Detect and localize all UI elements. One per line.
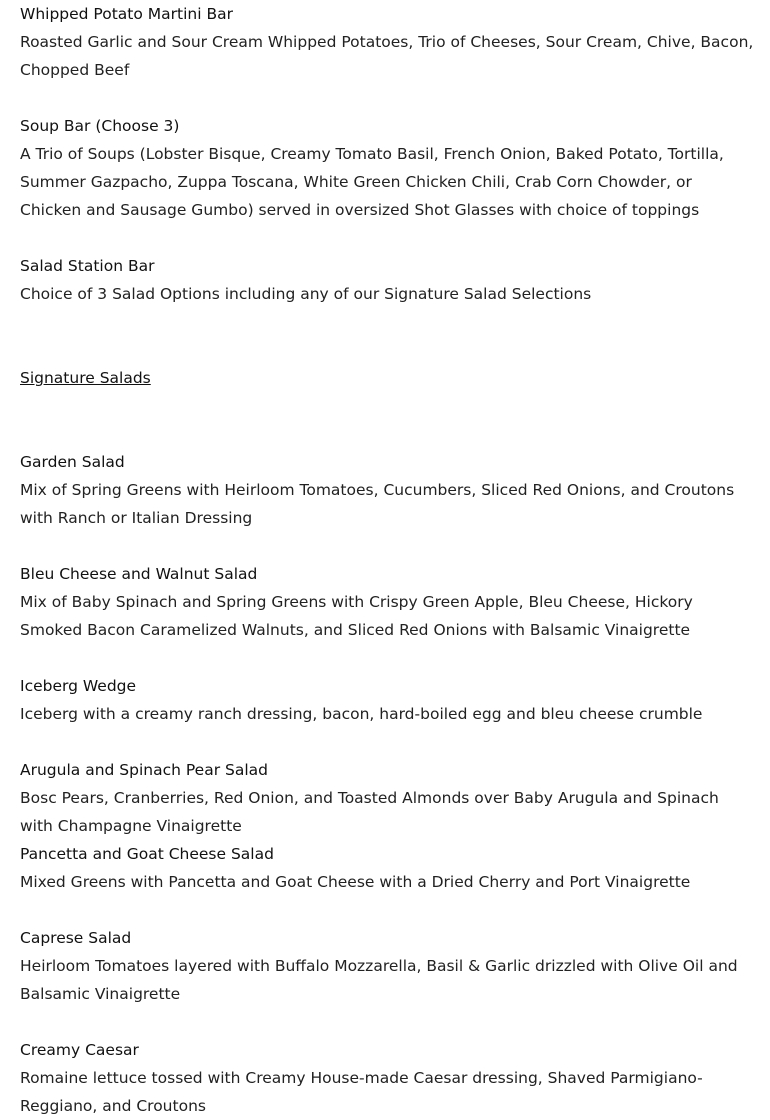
salad-creamy-caesar — [20, 1036, 755, 1120]
item-description: A Trio of Soups (Lobster Bisque, Creamy Tomato Basil, French Onion, Baked Potato, Tortilla, Summer Gazpacho, Zuppa Toscana, White Green Chicken Chili, Crab Corn Chowder, or Chicken and Sausage Gumbo) served in oversized Shot Glasses with choice of toppings — [20, 145, 724, 219]
salad-iceberg-wedge — [20, 672, 755, 728]
item-description: Choice of 3 Salad Options including any of our Signature Salad Selections — [20, 285, 592, 303]
salad-caprese — [20, 924, 755, 1008]
menu-document — [20, 0, 755, 1120]
menu-item-soup-bar — [20, 112, 755, 224]
item-description: Heirloom Tomatoes layered with Buffalo Mozzarella, Basil & Garlic drizzled with Olive Oil and Balsamic Vinaigrette — [20, 957, 738, 1003]
item-title: Creamy Caesar — [20, 1041, 139, 1059]
item-title: Arugula and Spinach Pear Salad — [20, 761, 268, 779]
item-title: Caprese Salad — [20, 929, 132, 947]
item-title: Soup Bar (Choose 3) — [20, 117, 180, 135]
salad-arugula-spinach-pear — [20, 756, 755, 840]
item-title: Garden Salad — [20, 453, 125, 471]
menu-item-salad-station — [20, 252, 755, 308]
item-description: Mixed Greens with Pancetta and Goat Cheese with a Dried Cherry and Port Vinaigrette — [20, 873, 691, 891]
salad-bleu-cheese-walnut — [20, 560, 755, 644]
item-description: Iceberg with a creamy ranch dressing, bacon, hard-boiled egg and bleu cheese crumble — [20, 705, 703, 723]
item-title: Bleu Cheese and Walnut Salad — [20, 565, 258, 583]
item-title: Pancetta and Goat Cheese Salad — [20, 845, 274, 863]
item-title: Whipped Potato Martini Bar — [20, 5, 233, 23]
item-title: Iceberg Wedge — [20, 677, 137, 695]
salad-garden — [20, 448, 755, 532]
salad-pancetta-goat-cheese — [20, 840, 755, 896]
section-heading-signature-salads: Signature Salads — [20, 369, 151, 387]
item-description: Roasted Garlic and Sour Cream Whipped Potatoes, Trio of Cheeses, Sour Cream, Chive, Bacon, Chopped Beef — [20, 33, 754, 79]
item-description: Mix of Spring Greens with Heirloom Tomatoes, Cucumbers, Sliced Red Onions, and Croutons with Ranch or Italian Dressing — [20, 481, 735, 527]
item-description: Bosc Pears, Cranberries, Red Onion, and Toasted Almonds over Baby Arugula and Spinach with Champagne Vinaigrette — [20, 789, 719, 835]
item-description: Romaine lettuce tossed with Creamy House-made Caesar dressing, Shaved Parmigiano-Reggiano, and Croutons — [20, 1069, 703, 1115]
menu-item-potato-bar — [20, 0, 755, 84]
item-description: Mix of Baby Spinach and Spring Greens with Crispy Green Apple, Bleu Cheese, Hickory Smoked Bacon Caramelized Walnuts, and Sliced Red Onions with Balsamic Vinaigrette — [20, 593, 693, 639]
item-title: Salad Station Bar — [20, 257, 155, 275]
